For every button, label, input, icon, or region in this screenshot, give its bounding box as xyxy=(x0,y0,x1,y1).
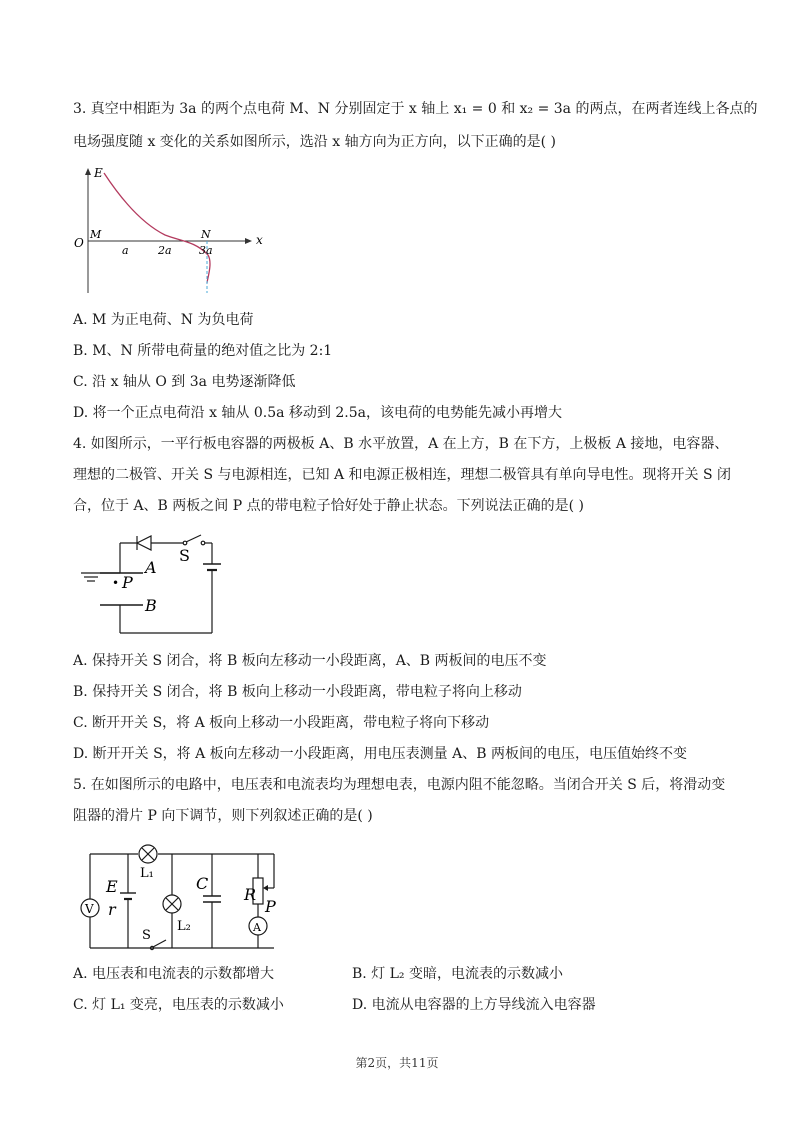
q3-field-graph xyxy=(70,165,270,297)
particle-dot: • xyxy=(112,576,120,590)
q4-option-d: D. 断开开关 S，将 A 板向左移动一小段距离，用电压表测量 A、B 两板间的电压，电压值始终不变 xyxy=(73,746,687,762)
q4-option-c: C. 断开开关 S，将 A 板向上移动一小段距离，带电粒子将向下移动 xyxy=(73,715,490,731)
q3-option-a: A. M 为正电荷、N 为负电荷 xyxy=(73,312,254,328)
label-l1: L₁ xyxy=(140,866,154,881)
label-plate-a: A xyxy=(145,558,157,577)
q5-option-a: A. 电压表和电流表的示数都增大 xyxy=(73,966,275,982)
diode-icon xyxy=(137,536,151,550)
label-e: E xyxy=(94,166,103,180)
q3-stem-line2: 电场强度随 x 变化的关系如图所示，选沿 x 轴方向为正方向，以下正确的是( ) xyxy=(73,134,556,150)
meter-v-label: V xyxy=(85,902,94,916)
e-axis-arrow-icon xyxy=(85,168,91,175)
q5-option-c: C. 灯 L₁ 变亮，电压表的示数减小 xyxy=(73,997,284,1013)
q5-option-d: D. 电流从电容器的上方导线流入电容器 xyxy=(352,997,596,1013)
label-l2: L₂ xyxy=(177,919,191,934)
label-R: R xyxy=(244,885,257,904)
q5-stem-line1: 5. 在如图所示的电路中，电压表和电流表均为理想电表，电源内阻不能忽略。当闭合开关 S 后，将滑动变 xyxy=(73,777,726,793)
e-field-curve xyxy=(104,173,210,283)
switch-blade xyxy=(153,940,166,947)
q4-stem-line1: 4. 如图所示，一平行板电容器的两极板 A、B 水平放置，A 在上方，B 在下方，上极板 A 接地，电容器、 xyxy=(73,436,729,452)
page-footer: 第2页，共11页 xyxy=(355,1056,439,1070)
tick-2a: 2a xyxy=(158,244,172,257)
label-c: C xyxy=(196,874,209,893)
q4-stem-line3: 合，位于 A、B 两板之间 P 点的带电粒子恰好处于静止状态。下列说法正确的是( ) xyxy=(73,498,584,514)
q4-stem-line2: 理想的二极管、开关 S 与电源相连，已知 A 和电源正极相连，理想二极管具有单向导电性。现将开关 S 闭 xyxy=(73,467,731,483)
q3-option-d: D. 将一个正点电荷沿 x 轴从 0.5a 移动到 2.5a，该电荷的电势能先减小再增大 xyxy=(73,405,562,421)
label-switch-s: S xyxy=(179,546,190,565)
q3-stem-line1: 3. 真空中相距为 3a 的两个点电荷 M、N 分别固定于 x 轴上 x₁ = 0 和 x₂ = 3a 的两点，在两者连线上各点的 xyxy=(73,101,758,117)
switch-contact-2 xyxy=(201,541,205,545)
q3-option-c: C. 沿 x 轴从 O 到 3a 电势逐渐降低 xyxy=(73,374,296,390)
x-axis-arrow-icon xyxy=(245,238,252,244)
label-n: N xyxy=(201,228,211,241)
tick-a: a xyxy=(122,244,129,257)
label-x: x xyxy=(256,233,263,247)
label-r: r xyxy=(108,900,116,919)
q5-circuit xyxy=(72,838,282,956)
meter-a-label: A xyxy=(253,921,261,934)
tick-3a: 3a xyxy=(199,244,213,257)
q4-option-a: A. 保持开关 S 闭合，将 B 板向左移动一小段距离，A、B 两板间的电压不变 xyxy=(73,653,547,669)
q4-option-b: B. 保持开关 S 闭合，将 B 板向上移动一小段距离，带电粒子将向上移动 xyxy=(73,684,522,700)
label-plate-b: B xyxy=(145,596,157,615)
q5-stem-line2: 阻器的滑片 P 向下调节，则下列叙述正确的是( ) xyxy=(73,808,373,824)
label-s: S xyxy=(142,928,151,943)
slider-arrow-icon xyxy=(263,885,268,891)
label-e: E xyxy=(106,877,118,896)
switch-blade xyxy=(186,535,201,542)
q3-option-b: B. M、N 所带电荷量的绝对值之比为 2:1 xyxy=(73,343,333,359)
label-point-p: P xyxy=(122,573,133,592)
label-m: M xyxy=(90,228,102,241)
q4-capacitor-circuit xyxy=(75,530,225,638)
q5-option-b: B. 灯 L₂ 变暗，电流表的示数减小 xyxy=(352,966,563,982)
label-p: P xyxy=(265,897,276,916)
label-origin: O xyxy=(74,236,84,250)
